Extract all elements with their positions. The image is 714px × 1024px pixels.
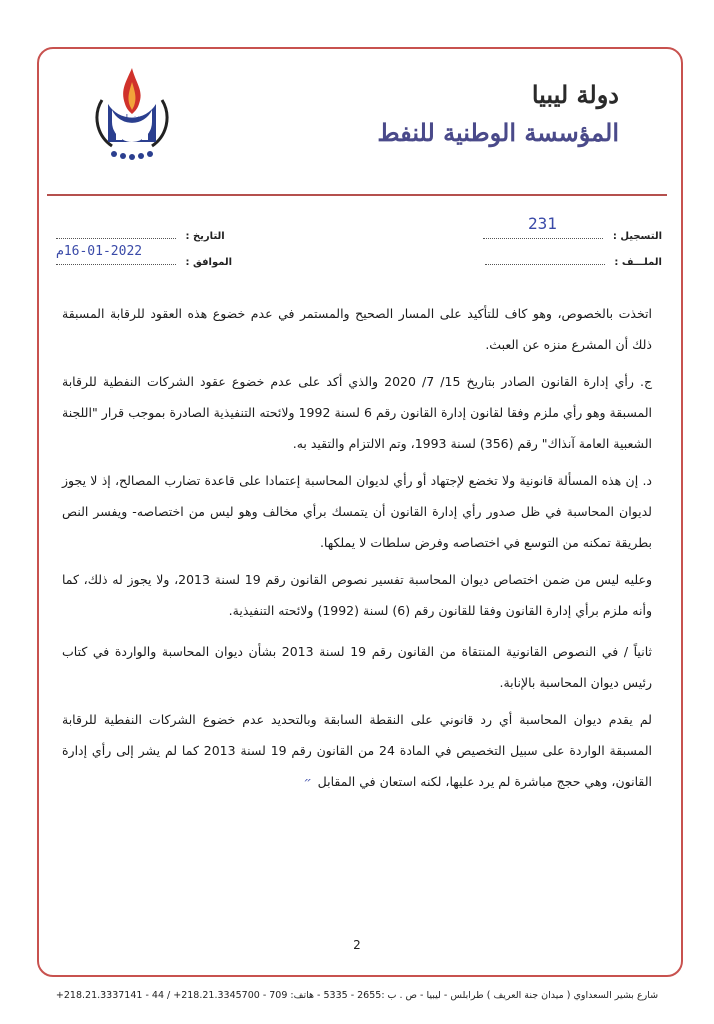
file-field bbox=[485, 254, 662, 268]
organization-title: المؤسسة الوطنية للنفط bbox=[377, 118, 619, 147]
header-divider bbox=[47, 194, 667, 196]
paragraph-no-reply bbox=[62, 704, 652, 797]
file-label: الملـــف : bbox=[614, 257, 662, 268]
file-dots bbox=[485, 254, 605, 265]
noc-logo-icon bbox=[92, 64, 172, 164]
page-number: 2 bbox=[353, 938, 361, 952]
paragraph-dal: د. إن هذه المسألة قانونية ولا تخضع لإجتهاد أو رأي لديوان المحاسبة إعتمادا على قاعدة تضارب المصالح، إذ لا يجوز لديوان المحاسبة في ظل صدور رأي إدارة القانون أن يتمسك برأي مخالف وهو ليس من اختصاصه- ويفسر النص بطريقة تمكنه من التوسع في اختصاصه وفرض سلطات لا يملكها. bbox=[62, 473, 652, 550]
letter-body bbox=[62, 298, 652, 803]
continuation-mark: ״ bbox=[303, 774, 312, 789]
paragraph-jeem: ج. رأي إدارة القانون الصادر بتاريخ 15/ 7/ 2020 والذي أكد على عدم خضوع عقود الشركات النفطية للرقابة المسبقة وهو رأي ملزم وفقا لقانون إدارة القانون رقم 6 لسنة 1992 ولائحته التنفيذية الصادرة بموجب قرار "اللجنة الشعبية العامة آنذاك" رقم (356) لسنة 1993، وتم الالتزام والتقيد به. bbox=[62, 374, 653, 451]
svg-text:نفط: نفط bbox=[124, 114, 140, 124]
paragraph-no-reply-text: لم يقدم ديوان المحاسبة أي رد قانوني على النقطة السابقة وبالتحديد عدم خضوع الشركات النفطية للرقابة المسبقة الواردة على سبيل التخصيص في المادة 24 من القانون رقم 19 لسنة 2013 كما لم يشر إلى رأي إدارة القانون، وهي حجج مباشرة لم يرد عليها، لكنه استعان في المقابل bbox=[62, 712, 652, 789]
letterhead-titles bbox=[377, 78, 619, 150]
date-label: التاريخ : bbox=[185, 231, 225, 242]
corresponding-date-value: 16-01-2022م bbox=[56, 244, 143, 259]
registration-field bbox=[483, 228, 662, 242]
registration-label: التسجيل : bbox=[612, 231, 662, 242]
date-dots bbox=[56, 228, 176, 239]
paragraph-second: ثانياً / في النصوص القانونية المنتقاة من القانون رقم 19 لسنة 2013 بشأن ديوان المحاسبة والواردة في كتاب رئيس ديوان المحاسبة بالإنابة. bbox=[62, 644, 652, 690]
corresponding-label: الموافق : bbox=[185, 257, 233, 268]
state-title: دولة ليبيا bbox=[531, 80, 619, 109]
date-field bbox=[56, 228, 225, 242]
registration-value: 231 bbox=[528, 214, 557, 233]
footer-address: شارع بشير السعداوي ( ميدان جنة العريف ) طرابلس - ليبيا - ص . ب :2655 - 5335 - هاتف: 709 - 218.21.3345700+ / 44 - 218.21.3337141+ bbox=[55, 990, 659, 1001]
paragraph-intro: اتخذت بالخصوص، وهو كاف للتأكيد على المسار الصحيح والمستمر في عدم خضوع هذه العقود للرقابة المسبقة ذلك أن المشرع منزه عن العبث. bbox=[62, 306, 652, 352]
paragraph-therefore: وعليه ليس من ضمن اختصاص ديوان المحاسبة تفسير نصوص القانون رقم 19 لسنة 2013، ولا يجوز له ذلك، كما وأنه ملزم برأي إدارة القانون وفقا للقانون رقم (6) لسنة (1992) ولائحته التنفيذية. bbox=[62, 572, 652, 618]
